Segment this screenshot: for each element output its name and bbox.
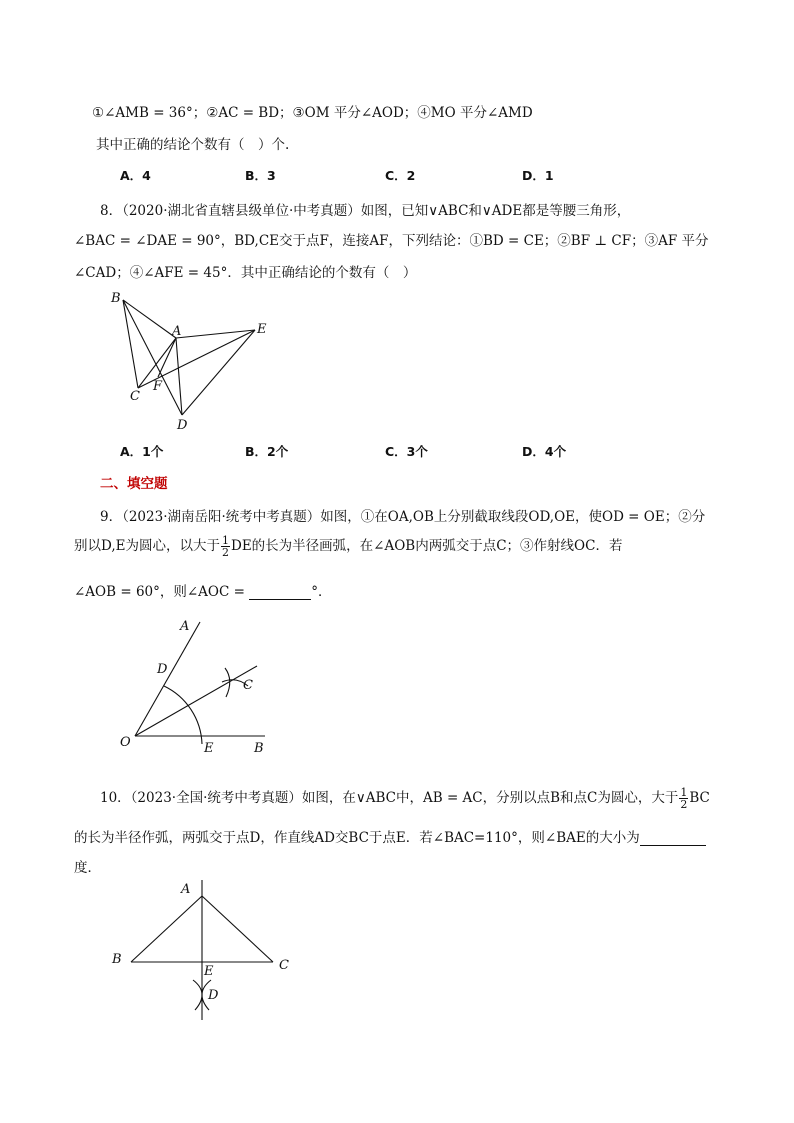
q9-label-a: A (180, 619, 190, 634)
q10-arc-1 (193, 980, 202, 1010)
q7-option-d[interactable]: D．1 (522, 168, 554, 183)
q7-option-a[interactable]: A．4 (120, 168, 151, 183)
q10-fraction-num: 1 (680, 786, 688, 799)
q8-label-e: E (257, 322, 267, 337)
q9-line1: 9．（2023·湖南岳阳·统考中考真题）如图，①在OA,OB上分别截取线段OD,OE，使OD = OE；②分 (100, 509, 706, 525)
q9-label-b: B (254, 741, 264, 756)
q9-label-d: D (157, 662, 168, 677)
q8-label-b: B (111, 291, 121, 306)
q9-fraction-den: 2 (222, 546, 229, 559)
q8-label-d: D (177, 418, 188, 433)
q10-line3: 度． (74, 860, 101, 876)
q8-option-a[interactable]: A．1个 (120, 444, 164, 459)
q7-option-b[interactable]: B．3 (245, 168, 276, 183)
q9-label-o: O (120, 735, 131, 750)
q8-label-a: A (172, 324, 182, 339)
q8-line3: ∠CAD；④∠AFE = 45°．其中正确结论的个数有（ ） (74, 265, 417, 281)
q10-line1-post: BC (689, 790, 710, 806)
q10-label-b: B (112, 952, 122, 967)
q8-option-b[interactable]: B．2个 (245, 444, 289, 459)
q8-option-c[interactable]: C．3个 (385, 444, 428, 459)
q10-fraction-den: 2 (680, 798, 688, 811)
q10-line1-pre: 10．（2023·全国·统考中考真题）如图，在∨ABC中，AB = AC，分别以点B和点C为圆心，大于 (100, 790, 679, 806)
q9-fraction-num: 1 (222, 534, 229, 547)
section-title-fill-in: 二、填空题 (100, 476, 168, 492)
q10-seg-ac (202, 896, 273, 962)
q7-statements: ①∠AMB = 36°；②AC = BD；③OM 平分∠AOD；④MO 平分∠AMD (92, 105, 533, 121)
q10-line2-pre: 的长为半径作弧，两弧交于点D，作直线AD交BC于点E．若∠BAC=110°，则∠BAE的大小为 (74, 830, 640, 846)
q7-prompt: 其中正确的结论个数有（ ）个. (96, 137, 290, 153)
q10-seg-ab (131, 896, 202, 962)
q8-label-f: F (153, 379, 163, 394)
q9-line2-pre: 别以D,E为圆心，以大于 (74, 538, 220, 554)
q7-option-c[interactable]: C．2 (385, 168, 416, 183)
q10-label-a: A (181, 882, 191, 897)
q9-line3-pre: ∠AOB = 60°，则∠AOC = (74, 584, 245, 600)
q8-line1: 8．（2020·湖北省直辖县级单位·中考真题）如图，已知∨ABC和∨ADE都是等腰三角形， (100, 203, 631, 219)
q9-line2-post: DE的长为半径画弧，在∠AOB内两弧交于点C；③作射线OC．若 (231, 538, 623, 554)
q10-label-c: C (279, 958, 289, 973)
q8-option-d[interactable]: D．4个 (522, 444, 567, 459)
q8-line2: ∠BAC = ∠DAE = 90°，BD,CE交于点F，连接AF，下列结论：①BD = CE；②BF ⊥ CF；③AF 平分 (74, 233, 709, 249)
q9-label-e: E (204, 741, 214, 756)
q9-label-c: C (243, 678, 253, 693)
q9-line3-post: °． (311, 584, 332, 600)
q10-label-e: E (204, 964, 214, 979)
q10-label-d: D (208, 988, 219, 1003)
q8-label-c: C (130, 389, 140, 404)
